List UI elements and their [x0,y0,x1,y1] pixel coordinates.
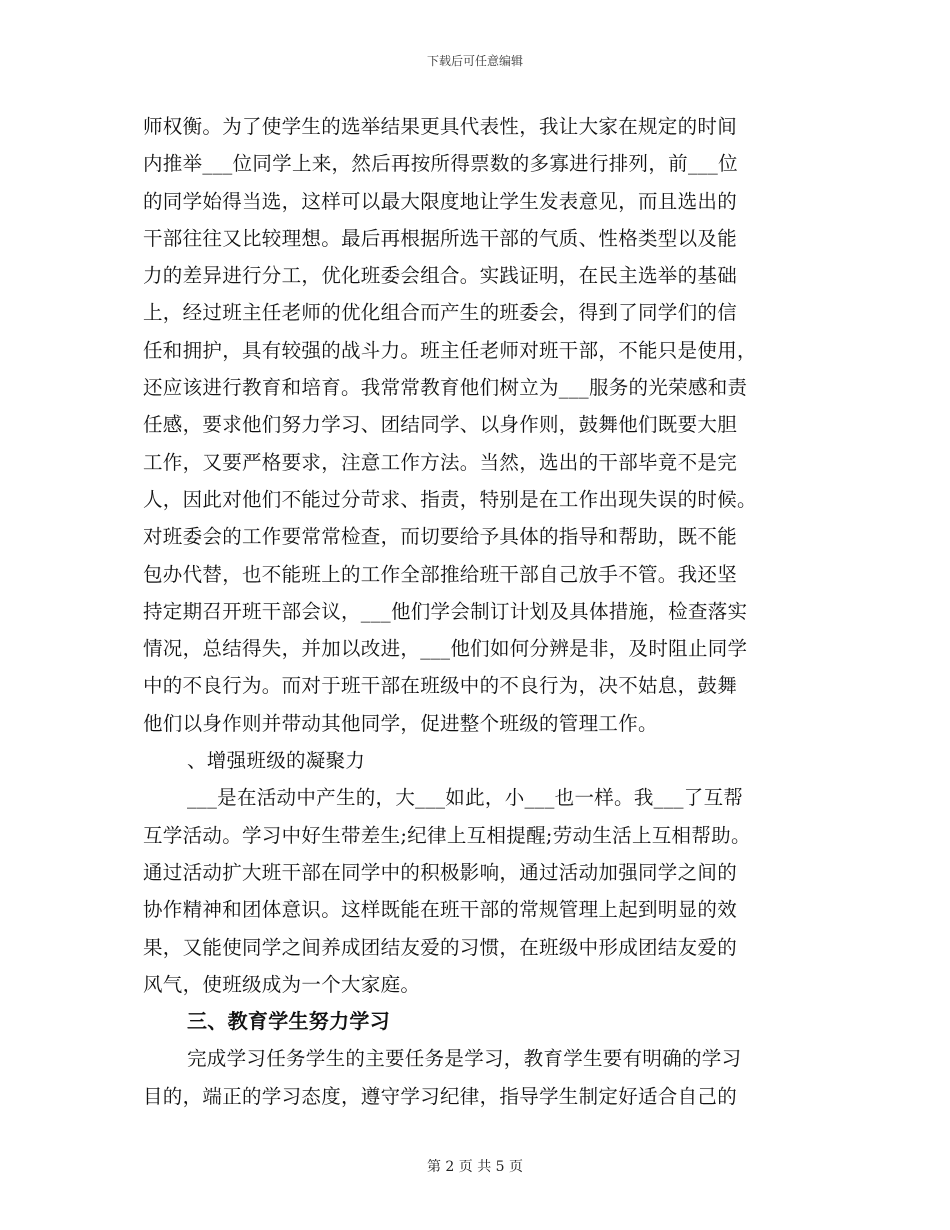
document-body [143,108,809,1115]
body-line-3: 的同学始得当选，这样可以最大限度地让学生发表意见，而且选出的 [143,189,738,213]
body-line-11: 人，因此对他们不能过分苛求、指责，特别是在工作出现失误的时候。 [143,487,757,511]
body-line-8: 还应该进行教育和培育。我常常教育他们树立为___服务的光荣感和责 [143,376,748,400]
body-line-20: 互学活动。学习中好生带差生;纪律上互相提醒;劳动生活上互相帮助。 [143,823,751,847]
body-line-10: 工作，又要严格要求，注意工作方法。当然，选出的干部毕竟不是完 [143,450,738,474]
body-line-23: 果，又能使同学之间养成团结友爱的习惯，在班级中形成团结友爱的 [143,935,738,959]
body-line-9: 任感，要求他们努力学习、团结同学、以身作则，鼓舞他们既要大胆 [143,413,738,437]
body-line-2: 内推举___位同学上来，然后再按所得票数的多寡进行排列，前___位 [143,152,738,176]
paragraph-start: 完成学习任务学生的主要任务是学习，教育学生要有明确的学习 [187,1047,742,1071]
body-line-27: 目的，端正的学习态度，遵守学习纪律，指导学生制定好适合自己的 [143,1084,738,1108]
body-line-22: 协作精神和团体意识。这样既能在班干部的常规管理上起到明显的效 [143,898,738,922]
body-line-15: 情况，总结得失，并加以改进，___他们如何分辨是非，及时阻止同学 [143,637,748,661]
body-line-4: 干部往往又比较理想。最后再根据所选干部的气质、性格类型以及能 [143,226,738,250]
body-line-24: 风气，使班级成为一个大家庭。 [143,972,421,996]
body-line-5: 力的差异进行分工，优化班委会组合。实践证明，在民主选举的基础 [143,264,738,288]
body-line-7: 任和拥护，具有较强的战斗力。班主任老师对班干部，不能只是使用， [143,338,757,362]
body-line-21: 通过活动扩大班干部在同学中的积极影响，通过活动加强同学之间的 [143,860,738,884]
body-line-14: 持定期召开班干部会议，___他们学会制订计划及具体措施，检查落实 [143,599,748,623]
section-heading: 三、教育学生努力学习 [187,1009,390,1034]
body-line-16: 中的不良行为。而对于班干部在班级中的不良行为，决不姑息，鼓舞 [143,674,738,698]
page-header: 下载后可任意编辑 [426,54,523,68]
paragraph-start: ___是在活动中产生的，大___如此，小___也一样。我___了互帮 [187,786,744,810]
body-line-13: 包办代替，也不能班上的工作全部推给班干部自己放手不管。我还坚 [143,562,738,586]
body-line-12: 对班委会的工作要常常检查，而切要给予具体的指导和帮助，既不能 [143,525,738,549]
page-footer: 第 2 页 共 5 页 [426,1159,524,1175]
section-subheading: 、增强班级的凝聚力 [187,749,366,773]
body-line-6: 上，经过班主任老师的优化组合而产生的班委会，得到了同学们的信 [143,301,738,325]
body-line-1: 师权衡。为了使学生的选举结果更具代表性，我让大家在规定的时间 [143,115,738,138]
body-line-17: 他们以身作则并带动其他同学，促进整个班级的管理工作。 [143,711,658,735]
